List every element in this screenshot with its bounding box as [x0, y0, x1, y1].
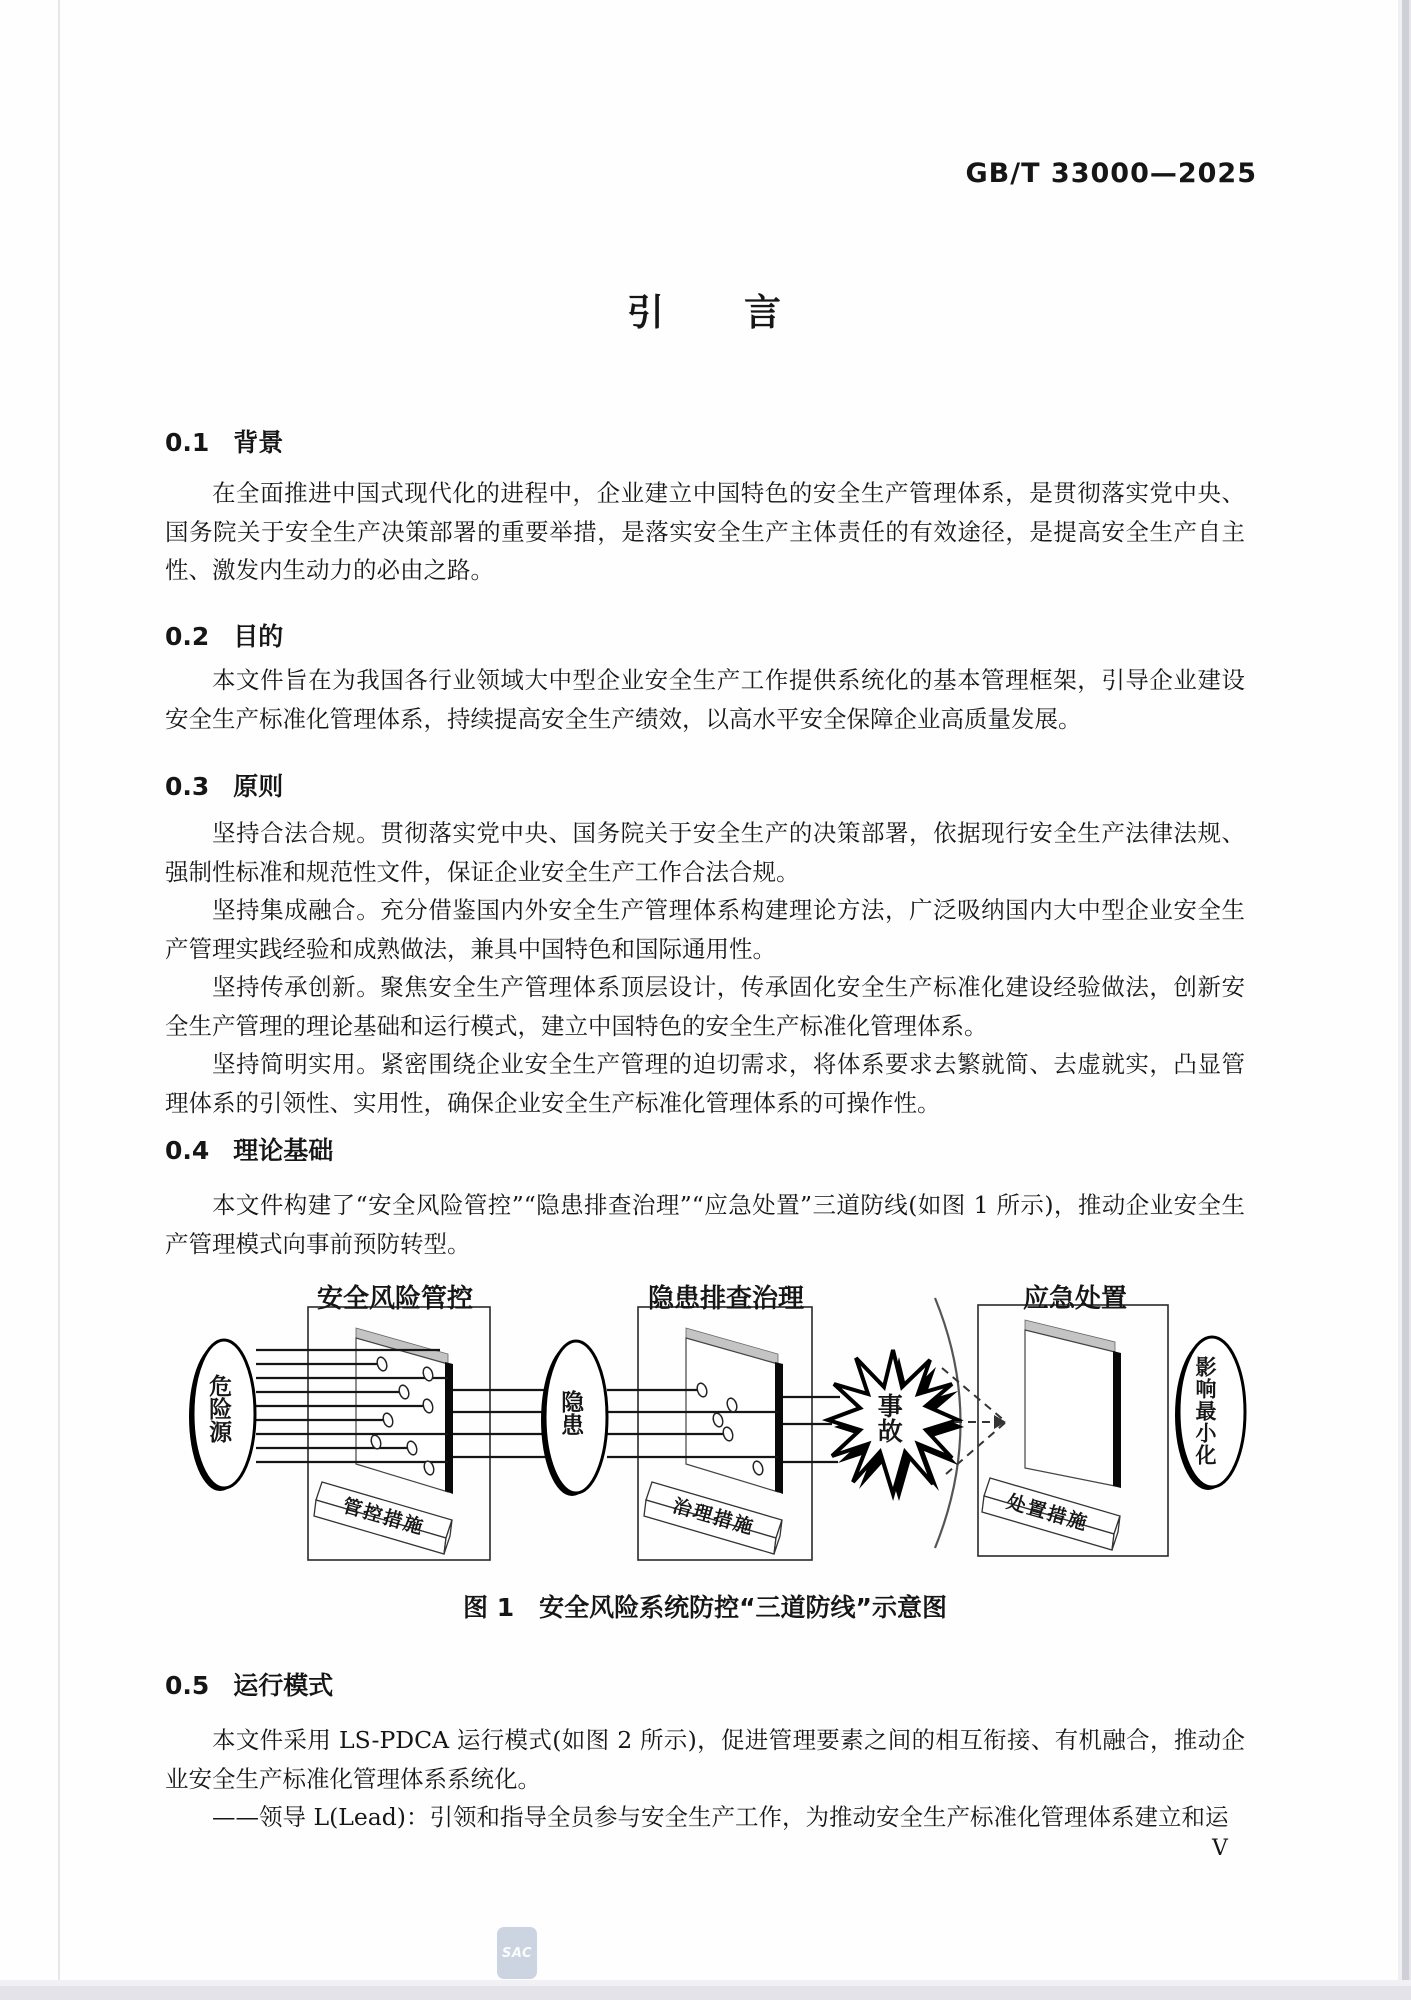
- figure-1: [140, 1272, 1270, 1584]
- body-paragraph: 在全面推进中国式现代化的进程中，企业建立中国特色的安全生产管理体系，是贯彻落实党中央、国务院关于安全生产决策部署的重要举措，是落实安全生产主体责任的有效途径，是提高安全生产自主性、激发内生动力的必由之路。: [165, 479, 1245, 584]
- standard-number: GB/T 33000—2025: [965, 158, 1257, 189]
- section-0-2-body: [165, 661, 1245, 738]
- section-heading-0-1: [165, 428, 1245, 458]
- body-paragraph: 本文件采用 LS-PDCA 运行模式(如图 2 所示)，促进管理要素之间的相互衔接、有机融合，推动企业安全生产标准化管理体系系统化。: [165, 1726, 1245, 1793]
- hidden-danger-label: 隐患: [557, 1390, 584, 1436]
- section-heading-0-3: [165, 772, 1245, 802]
- control-barrier-panel: [356, 1328, 453, 1494]
- body-paragraph: 坚持传承创新。聚焦安全生产管理体系顶层设计，传承固化安全生产标准化建设经验做法，创新安全生产管理的理论基础和运行模式，建立中国特色的安全生产标准化管理体系。: [165, 973, 1245, 1040]
- scan-edge-left: [58, 0, 60, 2000]
- section-0-1-body: [165, 474, 1245, 590]
- body-paragraph: 本文件旨在为我国各行业领域大中型企业安全生产工作提供系统化的基本管理框架，引导企业建设安全生产标准化管理体系，持续提高安全生产绩效，以高水平安全保障企业高质量发展。: [165, 666, 1245, 733]
- section-title: 目的: [233, 622, 284, 651]
- section-0-3-body: [165, 814, 1245, 1122]
- section-title: 运行模式: [233, 1671, 334, 1700]
- body-paragraph: 坚持合法合规。贯彻落实党中央、国务院关于安全生产的决策部署，依据现行安全生产法律法规、强制性标准和规范性文件，保证企业安全生产工作合法合规。: [165, 819, 1245, 886]
- section-title: 背景: [233, 428, 284, 457]
- column-label-risk-control: 安全风险管控: [316, 1284, 473, 1314]
- scan-edge-bottom: [0, 1986, 1411, 2000]
- hazard-source-label: 危险源: [205, 1374, 232, 1443]
- sac-watermark: [497, 1927, 537, 1979]
- page-number: V: [1212, 1836, 1228, 1861]
- section-number: 0.2: [165, 622, 210, 651]
- section-heading-0-5: [165, 1671, 1245, 1701]
- section-heading-0-2: [165, 622, 1245, 652]
- section-title: 理论基础: [233, 1136, 334, 1165]
- body-paragraph: ——领导 L(Lead)：引领和指导全员参与安全生产工作，为推动安全生产标准化管理体系建立和运: [212, 1803, 1229, 1831]
- scan-edge-right: [1402, 0, 1409, 2000]
- page-title: 引 言: [627, 291, 783, 334]
- impact-minimized-label: 影响最小化: [1193, 1356, 1218, 1466]
- section-number: 0.1: [165, 428, 210, 457]
- section-0-4-body: [165, 1186, 1245, 1263]
- column-label-hazard-treatment: 隐患排查治理: [647, 1284, 804, 1314]
- disposal-measures-label: 处置措施: [1004, 1490, 1091, 1536]
- figure-1-caption: 图 1 安全风险系统防控“三道防线”示意图: [463, 1593, 947, 1622]
- section-number: 0.5: [165, 1671, 210, 1700]
- control-measures-label: 管控措施: [340, 1494, 427, 1540]
- body-paragraph: 本文件构建了“安全风险管控”“隐患排查治理”“应急处置”三道防线(如图 1 所示)，推动企业安全生产管理模式向事前预防转型。: [165, 1191, 1245, 1258]
- section-number: 0.3: [165, 772, 210, 801]
- section-title: 原则: [233, 772, 284, 801]
- disposal-barrier-panel: [1025, 1320, 1121, 1488]
- column-label-emergency: 应急处置: [1022, 1284, 1127, 1314]
- accident-label: 事故: [874, 1393, 904, 1443]
- section-0-5-body: [165, 1721, 1245, 1837]
- section-heading-0-4: [165, 1136, 1245, 1166]
- section-number: 0.4: [165, 1136, 210, 1165]
- residual-lines-1: [453, 1390, 546, 1457]
- sac-watermark-text: SAC: [501, 1945, 533, 1961]
- treatment-measures-label: 治理措施: [670, 1494, 757, 1540]
- body-paragraph: 坚持集成融合。充分借鉴国内外安全生产管理体系构建理论方法，广泛吸纳国内大中型企业安全生产管理实践经验和成熟做法，兼具中国特色和国际通用性。: [165, 896, 1245, 963]
- body-paragraph: 坚持简明实用。紧密围绕企业安全生产管理的迫切需求，将体系要求去繁就简、去虚就实，凸显管理体系的引领性、实用性，确保企业安全生产标准化管理体系的可操作性。: [165, 1050, 1245, 1117]
